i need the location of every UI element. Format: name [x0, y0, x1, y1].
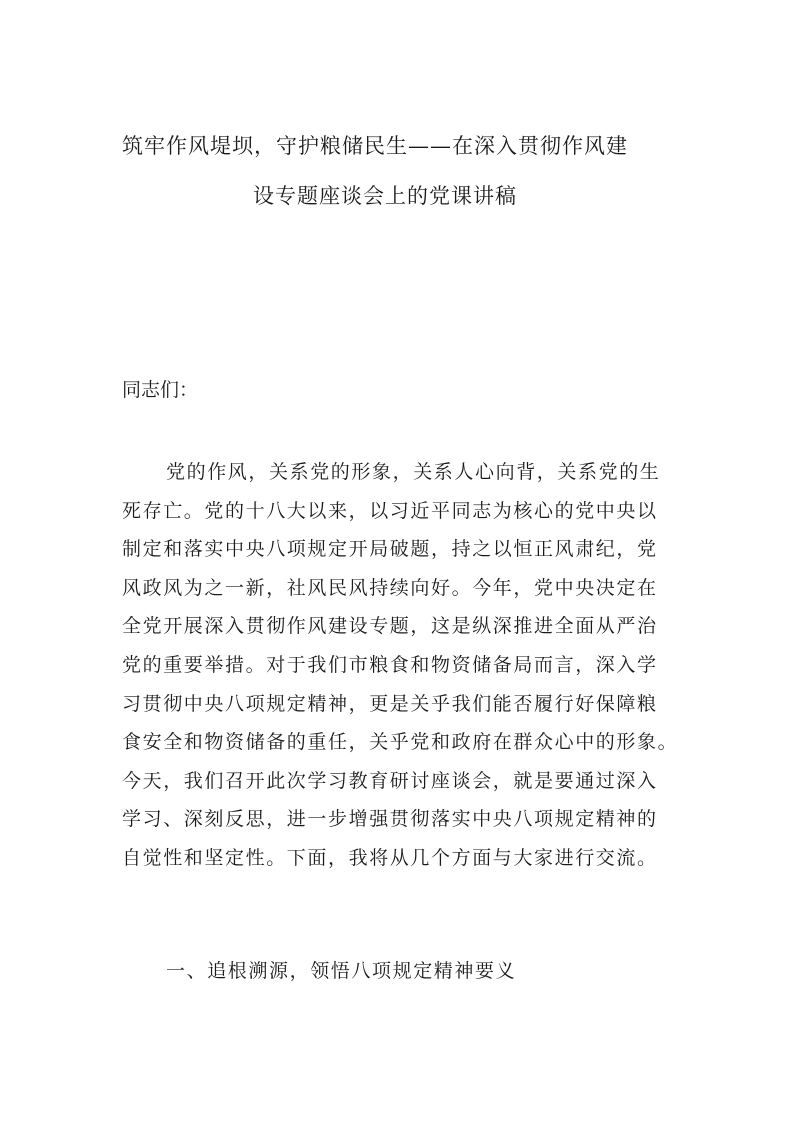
section-heading: 一、追根溯源，领悟八项规定精神要义	[166, 960, 517, 982]
paragraph-line: 全党开展深入贯彻作风建设专题，这是纵深推进全面从严治	[122, 615, 658, 638]
body-paragraph	[122, 453, 682, 878]
paragraph-line: 风政风为之一新，社风民风持续向好。今年，党中央决定在	[122, 576, 658, 599]
paragraph-line: 制定和落实中央八项规定开局破题，持之以恒正风肃纪，党	[122, 538, 658, 561]
paragraph-line: 死存亡。党的十八大以来，以习近平同志为核心的党中央以	[122, 499, 658, 522]
paragraph-line: 习贯彻中央八项规定精神，更是关乎我们能否履行好保障粮	[122, 692, 658, 715]
document-title-line-1: 筑牢作风堤坝，守护粮储民生——在深入贯彻作风建	[122, 134, 628, 158]
paragraph-line: 党的作风，关系党的形象，关系人心向背，关系党的生	[166, 461, 661, 483]
document-title-line-2: 设专题座谈会上的党课讲稿	[253, 184, 517, 208]
paragraph-line: 学习、深刻反思，进一步增强贯彻落实中央八项规定精神的	[122, 808, 658, 831]
paragraph-line: 自觉性和坚定性。下面，我将从几个方面与大家进行交流。	[122, 846, 658, 869]
paragraph-line: 食安全和物资储备的重任，关乎党和政府在群众心中的形象。	[122, 731, 679, 754]
paragraph-line: 今天，我们召开此次学习教育研讨座谈会，就是要通过深入	[122, 769, 658, 792]
salutation: 同志们：	[122, 379, 199, 401]
paragraph-line: 党的重要举措。对于我们市粮食和物资储备局而言，深入学	[122, 653, 658, 676]
